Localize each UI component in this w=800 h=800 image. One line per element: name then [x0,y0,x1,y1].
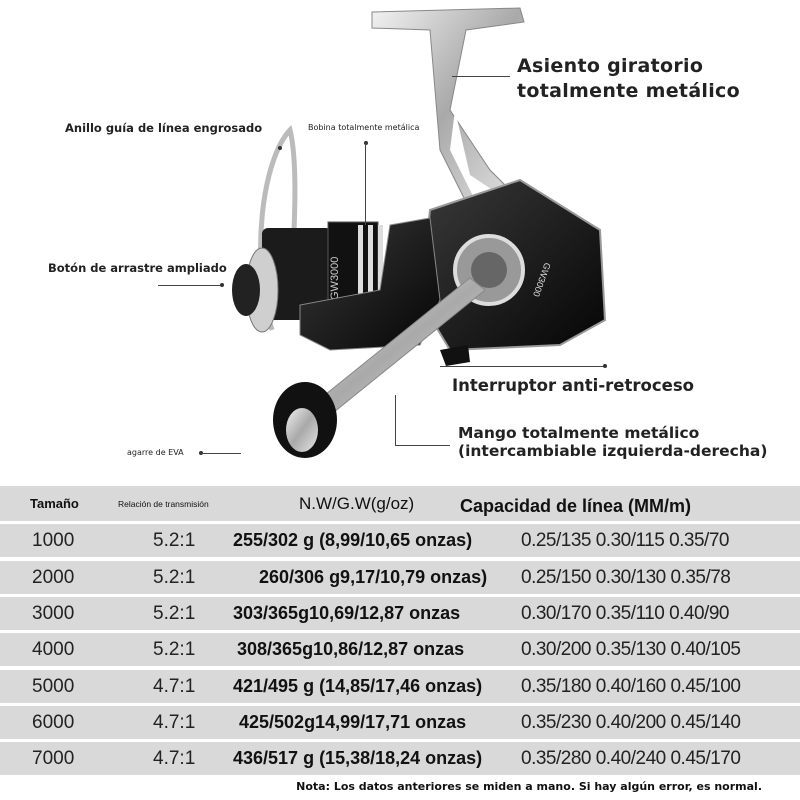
cell-weight: 425/502g14,99/17,71 onzas [239,712,467,732]
handle-label-1: Mango totalmente metálico [458,424,700,442]
table-row [0,670,800,703]
cell-size: 5000 [32,675,75,697]
header-capacity: Capacidad de línea (MM/m) [460,496,692,516]
table-row [0,706,800,739]
cell-capacity: 0.25/150 0.30/130 0.35/78 [521,566,731,588]
seat-label-2: totalmente metálico [517,80,740,102]
line-guide-pointer [278,146,282,150]
spool-marking: GW3000 [329,256,341,300]
cell-weight: 303/365g10,69/12,87 onzas [233,603,461,623]
cell-ratio: 5.2:1 [153,638,196,660]
spool-label: Bobina totalmente metálica [308,123,420,132]
drag-knob-label: Botón de arrastre ampliado [48,261,227,275]
cell-capacity: 0.35/280 0.40/240 0.45/170 [521,747,741,769]
body-marking: GW3000 [530,261,553,299]
header-weight: N.W/G.W(g/oz) [299,493,415,513]
eva-grip-pointer-line [201,453,241,454]
cell-weight: 436/517 g (15,38/18,24 onzas) [233,748,483,768]
anti-reverse-pointer-dot [603,364,607,368]
cell-size: 3000 [32,602,75,624]
cell-capacity: 0.25/135 0.30/115 0.35/70 [521,529,729,551]
cell-capacity: 0.35/180 0.40/160 0.45/100 [521,675,741,697]
table-note: Nota: Los datos anteriores se miden a mano. Si hay algún error, es normal. [296,780,762,793]
cell-ratio: 4.7:1 [153,747,196,769]
seat-pointer-line [452,76,510,77]
table-row [0,597,800,630]
anti-reverse-label: Interruptor anti-retroceso [452,376,694,395]
cell-weight: 255/302 g (8,99/10,65 onzas) [233,530,473,550]
cell-size: 2000 [32,566,75,588]
header-size: Tamaño [30,496,79,511]
cell-weight: 308/365g10,86/12,87 onzas [237,639,465,659]
cell-ratio: 5.2:1 [153,602,196,624]
cell-size: 7000 [32,747,75,769]
cell-capacity: 0.30/200 0.35/130 0.40/105 [521,638,741,660]
cell-capacity: 0.30/170 0.35/110 0.40/90 [521,602,729,624]
cell-ratio: 4.7:1 [153,711,196,733]
anti-reverse-pointer-line [440,366,605,367]
table-row [0,524,800,557]
cell-capacity: 0.35/230 0.40/200 0.45/140 [521,711,741,733]
drag-knob-pointer-line [158,285,222,286]
cell-size: 1000 [32,529,75,551]
table-header [0,486,800,521]
cell-ratio: 4.7:1 [153,675,196,697]
cell-ratio: 5.2:1 [153,529,196,551]
handle-pointer-line-h [395,445,450,446]
cell-ratio: 5.2:1 [153,566,196,588]
table-row [0,561,800,594]
handle-label-2: (intercambiable izquierda-derecha) [458,442,768,460]
cell-weight: 421/495 g (14,85/17,46 onzas) [233,676,483,696]
cell-weight: 260/306 g9,17/10,79 onzas) [259,567,488,587]
seat-label-1: Asiento giratorio [517,55,704,77]
table-row [0,633,800,666]
cell-size: 6000 [32,711,75,733]
cell-size: 4000 [32,638,75,660]
eva-grip-label: agarre de EVA [127,448,184,457]
table-row [0,742,800,775]
handle-pointer-line [395,395,396,445]
header-ratio: Relación de transmisión [118,498,209,509]
drag-knob-pointer-dot [220,283,224,287]
spool-pointer-line [365,143,366,225]
line-guide-label: Anillo guía de línea engrosado [65,121,263,135]
